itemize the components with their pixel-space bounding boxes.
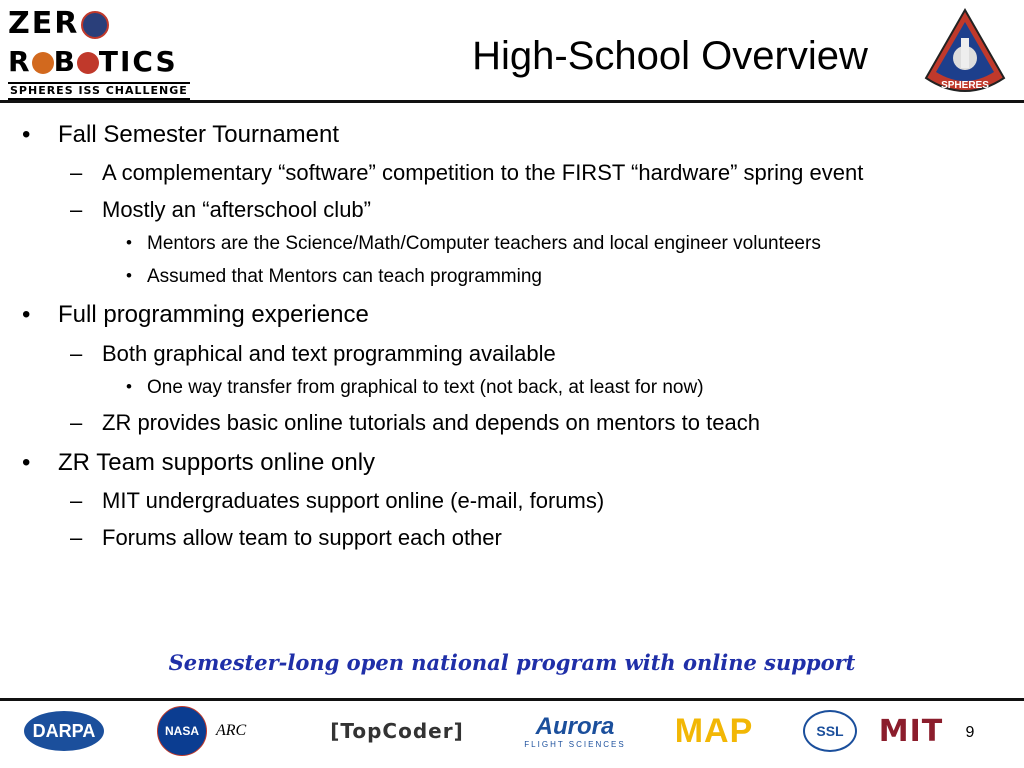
footer-rule xyxy=(0,698,1024,701)
logo-line2-r: R xyxy=(8,45,32,78)
logo-line1: ZER xyxy=(8,6,80,41)
darpa-label: DARPA xyxy=(24,711,104,751)
slide-tagline: Semester-long open national program with online support xyxy=(168,650,856,675)
bullet-marker: • xyxy=(126,233,132,252)
bullet-item: Fall Semester Tournament xyxy=(58,121,340,148)
aurora-sub-label: FLIGHT SCIENCES xyxy=(524,739,626,749)
aurora-logo xyxy=(514,706,636,756)
aurora-label: Aurora xyxy=(535,712,615,740)
bullet-marker: – xyxy=(70,488,83,513)
logo-line2-b: B xyxy=(53,45,77,78)
header-rule xyxy=(0,100,1024,103)
darpa-logo xyxy=(22,706,106,756)
topcoder-logo xyxy=(304,706,490,756)
mit-label: MIT xyxy=(878,713,944,749)
page-title: High-School Overview xyxy=(472,34,868,78)
spheres-patch-logo xyxy=(922,8,1008,98)
arc-label: ARC xyxy=(216,722,247,739)
mit-logo xyxy=(874,706,948,756)
bullet-item: A complementary “software” competition to the FIRST “hardware” spring event xyxy=(102,160,864,185)
bullet-marker: • xyxy=(22,449,31,476)
patch-label: SPHERES xyxy=(941,80,989,91)
bullet-item: Forums allow team to support each other xyxy=(102,525,502,550)
ssl-label: SSL xyxy=(803,710,857,752)
bullet-item: Full programming experience xyxy=(58,301,369,328)
zero-robotics-logo xyxy=(8,8,208,96)
logo-tagline: SPHERES ISS CHALLENGE xyxy=(10,84,188,97)
orb-icon xyxy=(32,52,54,74)
bullet-item: One way transfer from graphical to text (not back, at least for now) xyxy=(147,377,704,398)
bullet-marker: • xyxy=(22,301,31,328)
map-label: MAP xyxy=(674,711,754,750)
bullet-item: Mentors are the Science/Math/Computer teachers and local engineer volunteers xyxy=(147,233,821,254)
bullet-marker: – xyxy=(70,341,83,366)
bullet-marker: – xyxy=(70,197,83,222)
bullet-item: ZR provides basic online tutorials and depends on mentors to teach xyxy=(102,410,760,435)
bullet-marker: – xyxy=(70,525,83,550)
bullet-item: Both graphical and text programming available xyxy=(102,341,556,366)
bullet-marker: – xyxy=(70,410,83,435)
bullet-item: MIT undergraduates support online (e-mail, forums) xyxy=(102,488,605,513)
orb-icon xyxy=(81,11,109,39)
orb-icon xyxy=(77,52,99,74)
bullet-marker: – xyxy=(70,160,83,185)
bullet-marker: • xyxy=(22,121,31,148)
nasa-label: NASA xyxy=(157,706,207,756)
page-number: 9 xyxy=(965,724,975,741)
ssl-logo xyxy=(800,706,860,756)
bullet-item: ZR Team supports online only xyxy=(58,449,376,476)
logo-line2-tics: TICS xyxy=(98,45,178,78)
topcoder-label: [TopCoder] xyxy=(330,719,464,743)
nasa-logo xyxy=(156,706,208,756)
bullet-marker: • xyxy=(126,266,132,285)
bullet-item: Assumed that Mentors can teach programming xyxy=(147,266,542,287)
bullet-marker: • xyxy=(126,377,132,396)
map-logo xyxy=(664,706,764,756)
bullet-item: Mostly an “afterschool club” xyxy=(102,197,371,222)
